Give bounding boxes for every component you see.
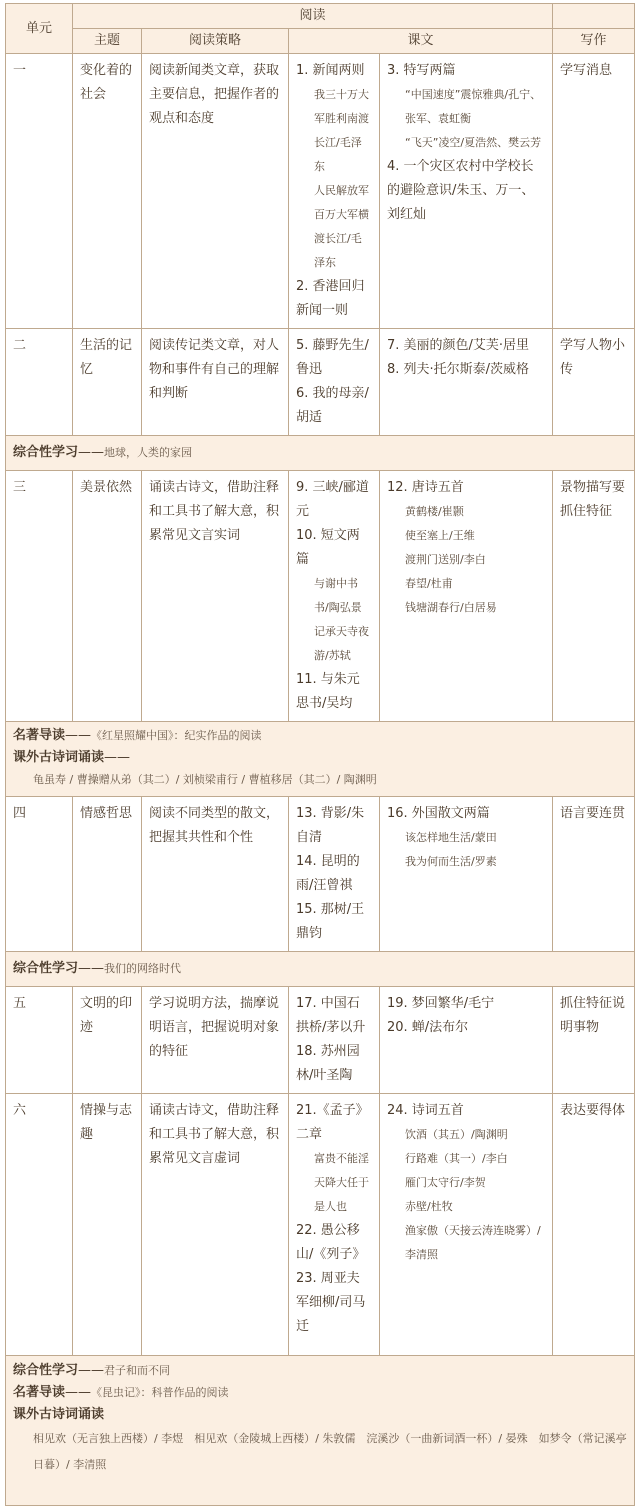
text-item: 24. 诗词五首 bbox=[387, 1103, 464, 1118]
band-line bbox=[13, 747, 627, 769]
band-label: 课外古诗词诵读 bbox=[13, 750, 105, 765]
text-sub-item: 我为何而生活/罗素 bbox=[405, 855, 497, 868]
curriculum-table bbox=[5, 3, 635, 1506]
text-sub-item: 该怎样地生活/蒙田 bbox=[405, 831, 497, 844]
unit-strategy: 诵读古诗文，借助注释和工具书了解大意，积累常见文言虚词 bbox=[142, 1094, 289, 1356]
unit-writing: 表达要得体 bbox=[553, 1094, 635, 1356]
text-sub-item: 黄鹤楼/崔颢 bbox=[405, 505, 464, 518]
text-item: 21.《孟子》二章 bbox=[296, 1103, 369, 1142]
band-dash: —— bbox=[65, 728, 92, 743]
band-label: 名著导读 bbox=[13, 728, 66, 743]
band-cell bbox=[6, 436, 635, 471]
text-sub-item: 人民解放军百万大军横渡长江/毛泽东 bbox=[314, 184, 369, 269]
unit-writing: 学写人物小传 bbox=[553, 329, 635, 436]
unit-texts-col2 bbox=[380, 987, 553, 1094]
band-label: 综合性学习 bbox=[13, 445, 79, 460]
text-sub-item: 记承天寺夜游/苏轼 bbox=[314, 625, 369, 662]
unit-number: 二 bbox=[6, 329, 73, 436]
band-dash: —— bbox=[78, 1363, 105, 1378]
band-label: 名著导读 bbox=[13, 1385, 66, 1400]
band-line bbox=[13, 725, 627, 747]
text-item: 4. 一个灾区农村中学校长的避险意识/朱玉、万一、刘红灿 bbox=[387, 159, 535, 222]
text-sub-item: 春望/杜甫 bbox=[405, 577, 453, 590]
unit-row-6 bbox=[6, 1094, 635, 1356]
text-item: 17. 中国石拱桥/茅以升 bbox=[296, 996, 366, 1035]
band-row-3 bbox=[6, 952, 635, 987]
unit-texts-col2 bbox=[380, 54, 553, 329]
band-line bbox=[13, 1360, 627, 1382]
band-text: 君子和而不同 bbox=[104, 1364, 171, 1377]
unit-number: 三 bbox=[6, 471, 73, 722]
band-row-2 bbox=[6, 722, 635, 797]
header-strategy: 阅读策略 bbox=[142, 29, 289, 54]
text-sub-item: 富贵不能淫 bbox=[314, 1152, 369, 1165]
text-item: 1. 新闻两则 bbox=[296, 63, 365, 78]
text-item: 14. 昆明的雨/汪曾祺 bbox=[296, 854, 360, 893]
text-sub-item: 渔家傲（天接云涛连晓雾）/李清照 bbox=[405, 1224, 541, 1261]
unit-strategy: 阅读不同类型的散文，把握其共性和个性 bbox=[142, 797, 289, 952]
header-row-1 bbox=[6, 4, 635, 29]
band-row-1 bbox=[6, 436, 635, 471]
header-row-2 bbox=[6, 29, 635, 54]
text-sub-item: 行路难（其一）/李白 bbox=[405, 1152, 508, 1165]
text-item: 2. 香港回归新闻一则 bbox=[296, 279, 365, 318]
unit-row-5 bbox=[6, 987, 635, 1094]
band-dash: —— bbox=[104, 750, 131, 765]
band-label: 综合性学习 bbox=[13, 1363, 79, 1378]
unit-writing: 语言要连贯 bbox=[553, 797, 635, 952]
band-text: 地球，人类的家园 bbox=[104, 446, 193, 459]
text-item: 6. 我的母亲/胡适 bbox=[296, 386, 369, 425]
header-theme: 主题 bbox=[73, 29, 142, 54]
text-item: 20. 蝉/法布尔 bbox=[387, 1020, 469, 1035]
header-texts: 课文 bbox=[289, 29, 553, 54]
header-blank bbox=[553, 4, 635, 29]
text-sub-item: 赤壁/杜牧 bbox=[405, 1200, 453, 1213]
unit-texts-col2 bbox=[380, 471, 553, 722]
band-label: 课外古诗词诵读 bbox=[13, 1407, 105, 1422]
text-item: 5. 藤野先生/鲁迅 bbox=[296, 338, 369, 377]
band-label: 综合性学习 bbox=[13, 961, 79, 976]
unit-strategy: 学习说明方法，揣摩说明语言，把握说明对象的特征 bbox=[142, 987, 289, 1094]
text-item: 18. 苏州园林/叶圣陶 bbox=[296, 1044, 360, 1083]
poem-list: 龟虽寿 / 曹操赠从弟（其二）/ 刘桢梁甫行 / 曹植移居（其二）/ 陶渊明 bbox=[33, 773, 377, 786]
band-dash: —— bbox=[78, 445, 105, 460]
unit-texts-col2 bbox=[380, 797, 553, 952]
unit-theme: 美景依然 bbox=[73, 471, 142, 722]
unit-theme: 生活的记忆 bbox=[73, 329, 142, 436]
unit-texts-col1 bbox=[289, 987, 380, 1094]
text-item: 9. 三峡/郦道元 bbox=[296, 480, 369, 519]
unit-strategy: 阅读新闻类文章，获取主要信息，把握作者的观点和态度 bbox=[142, 54, 289, 329]
unit-texts-col2 bbox=[380, 329, 553, 436]
text-sub-item: 我三十万大军胜利南渡长江/毛泽东 bbox=[314, 88, 369, 173]
unit-texts-col1 bbox=[289, 1094, 380, 1356]
band-cell bbox=[6, 1356, 635, 1506]
unit-number: 四 bbox=[6, 797, 73, 952]
text-item: 19. 梦回繁华/毛宁 bbox=[387, 996, 495, 1011]
text-item: 22. 愚公移山/《列子》 bbox=[296, 1223, 366, 1262]
text-item: 16. 外国散文两篇 bbox=[387, 806, 490, 821]
text-item: 7. 美丽的颜色/艾芙·居里 bbox=[387, 338, 530, 353]
unit-row-4 bbox=[6, 797, 635, 952]
unit-row-2 bbox=[6, 329, 635, 436]
band-text: 我们的网络时代 bbox=[104, 962, 182, 975]
unit-theme: 文明的印迹 bbox=[73, 987, 142, 1094]
unit-strategy: 阅读传记类文章，对人物和事件有自己的理解和判断 bbox=[142, 329, 289, 436]
band-text: 《昆虫记》：科普作品的阅读 bbox=[91, 1386, 229, 1399]
text-sub-item: 钱塘湖春行/白居易 bbox=[405, 601, 497, 614]
unit-writing: 抓住特征说明事物 bbox=[553, 987, 635, 1094]
text-sub-item: 雁门太守行/李贺 bbox=[405, 1176, 486, 1189]
unit-row-3 bbox=[6, 471, 635, 722]
band-line bbox=[13, 1382, 627, 1404]
unit-theme: 情感哲思 bbox=[73, 797, 142, 952]
text-item: 11. 与朱元思书/吴均 bbox=[296, 672, 360, 711]
unit-row-1 bbox=[6, 54, 635, 329]
unit-texts-col1 bbox=[289, 797, 380, 952]
band-dash: —— bbox=[65, 1385, 92, 1400]
band-dash: —— bbox=[78, 961, 105, 976]
text-sub-item: 饮酒（其五）/陶渊明 bbox=[405, 1128, 508, 1141]
text-item: 10. 短文两篇 bbox=[296, 528, 360, 567]
header-unit: 单元 bbox=[6, 4, 73, 54]
text-item: 13. 背影/朱自清 bbox=[296, 806, 365, 845]
band-text: 《红星照耀中国》：纪实作品的阅读 bbox=[91, 729, 262, 742]
text-item: 8. 列夫·托尔斯泰/茨威格 bbox=[387, 362, 530, 377]
header-reading: 阅读 bbox=[73, 4, 553, 29]
band-row-4 bbox=[6, 1356, 635, 1506]
unit-number: 六 bbox=[6, 1094, 73, 1356]
band-cell bbox=[6, 722, 635, 797]
band-cell bbox=[6, 952, 635, 987]
text-sub-item: “飞天”凌空/夏浩然、樊云芳 bbox=[405, 136, 542, 149]
text-sub-item: 使至塞上/王维 bbox=[405, 529, 475, 542]
unit-writing: 学写消息 bbox=[553, 54, 635, 329]
unit-texts-col1 bbox=[289, 471, 380, 722]
text-item: 3. 特写两篇 bbox=[387, 63, 456, 78]
header-writing: 写作 bbox=[553, 29, 635, 54]
unit-theme: 变化着的社会 bbox=[73, 54, 142, 329]
unit-texts-col1 bbox=[289, 54, 380, 329]
unit-writing: 景物描写要抓住特征 bbox=[553, 471, 635, 722]
text-item: 12. 唐诗五首 bbox=[387, 480, 464, 495]
poem-list: 相见欢（无言独上西楼）/ 李煜 相见欢（金陵城上西楼）/ 朱敦儒 浣溪沙（一曲新词酒一杯）/ 晏殊 如梦令（常记溪亭日暮）/ 李清照 bbox=[33, 1432, 627, 1471]
text-sub-item: 与谢中书书/陶弘景 bbox=[314, 577, 362, 614]
text-sub-item: 渡荆门送别/李白 bbox=[405, 553, 486, 566]
unit-strategy: 诵读古诗文，借助注释和工具书了解大意，积累常见文言实词 bbox=[142, 471, 289, 722]
text-sub-item: 天降大任于是人也 bbox=[314, 1176, 369, 1213]
unit-number: 五 bbox=[6, 987, 73, 1094]
unit-texts-col2 bbox=[380, 1094, 553, 1356]
text-sub-item: “中国速度”震惊雅典/孔宁、张军、袁虹衡 bbox=[405, 88, 542, 125]
text-item: 15. 那树/王鼎钧 bbox=[296, 902, 365, 941]
unit-number: 一 bbox=[6, 54, 73, 329]
text-item: 23. 周亚夫军细柳/司马迁 bbox=[296, 1271, 366, 1334]
unit-theme: 情操与志趣 bbox=[73, 1094, 142, 1356]
unit-texts-col1 bbox=[289, 329, 380, 436]
